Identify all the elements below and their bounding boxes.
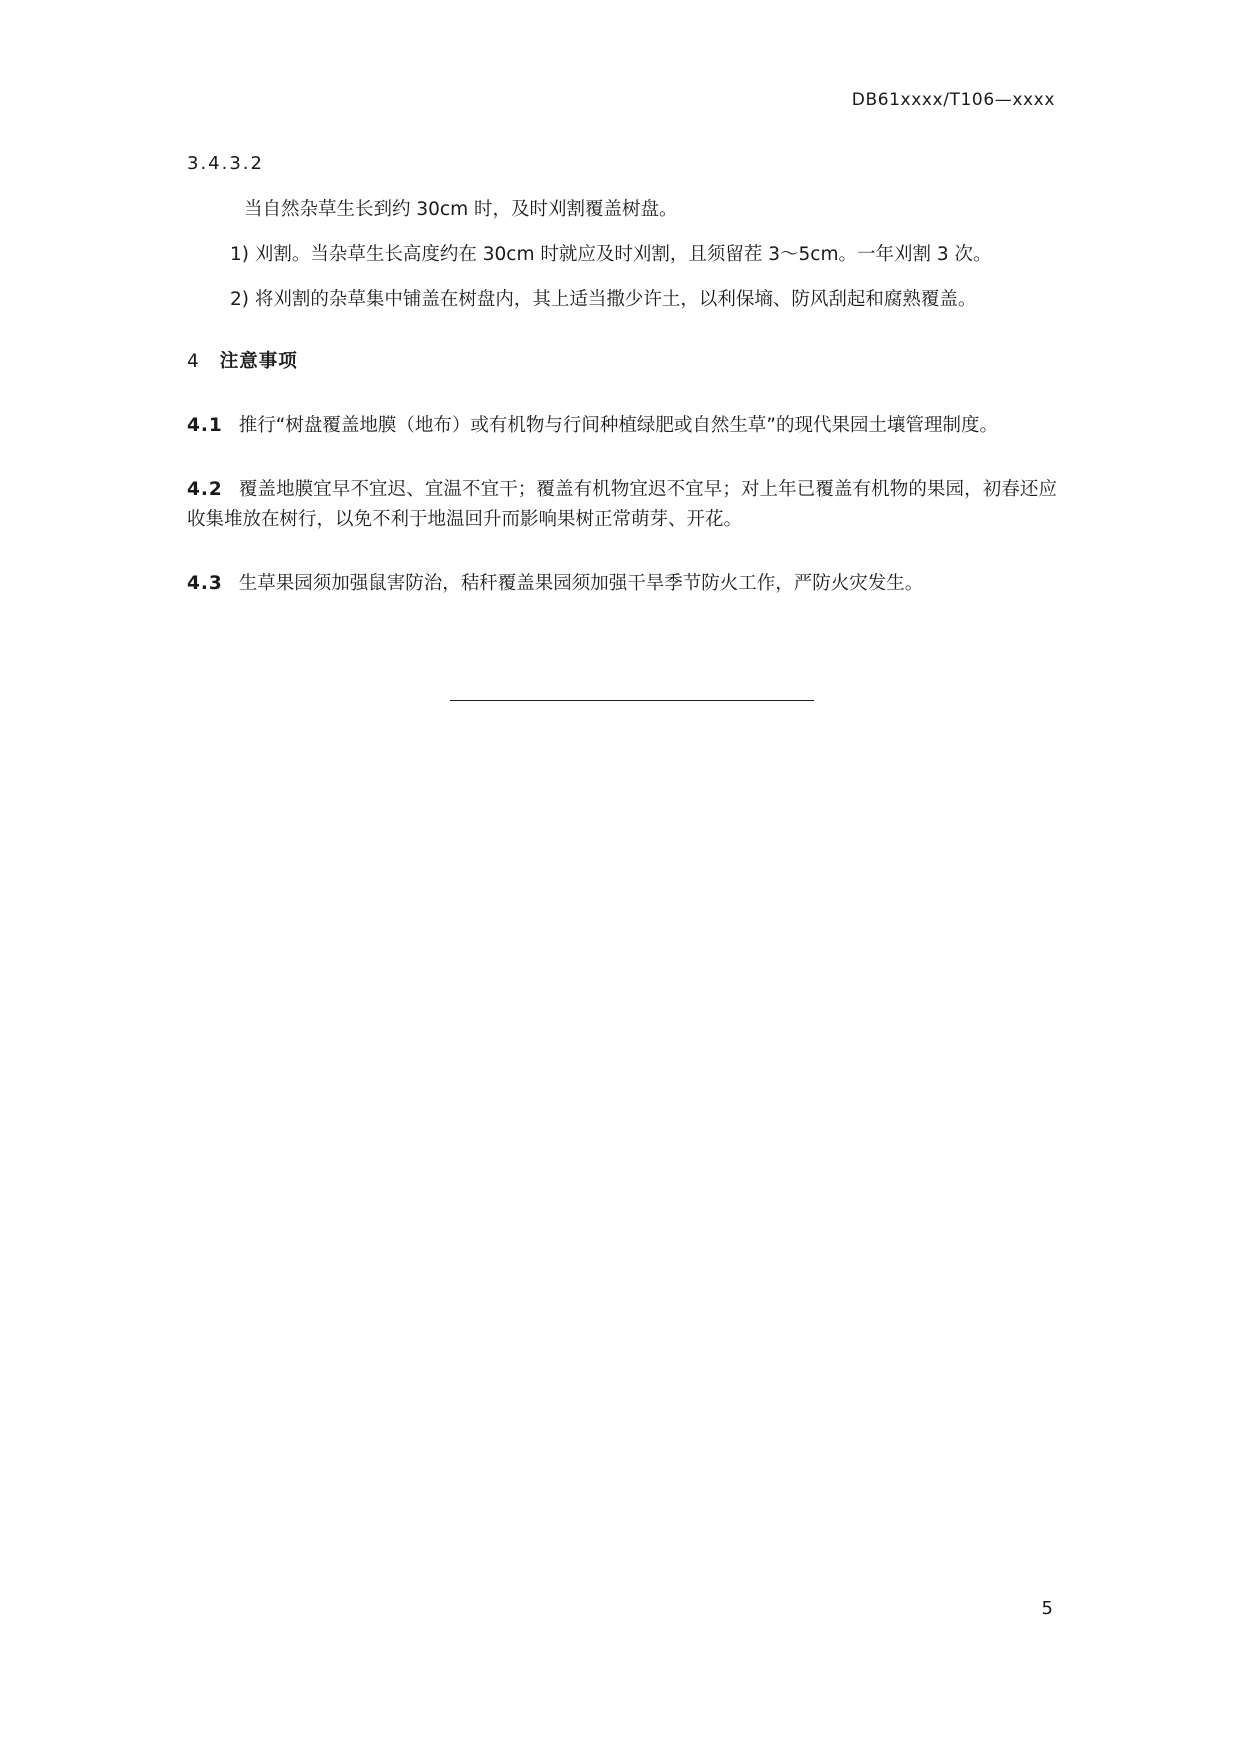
end-of-document-rule	[450, 700, 814, 701]
list-item-mowing: 1) 刈割。当杂草生长高度约在 30cm 时就应及时刈割，且须留茬 3～5cm。一年刈割 3 次。	[230, 244, 992, 265]
clause-4-3	[187, 569, 1057, 599]
clause-intro-paragraph: 当自然杂草生长到约 30cm 时，及时刈割覆盖树盘。	[244, 199, 678, 220]
clause-4-1	[187, 411, 1057, 441]
section-number: 4	[187, 351, 200, 372]
clause-text: 覆盖地膜宜早不宜迟、宜温不宜干；覆盖有机物宜迟不宜早；对上年已覆盖有机物的果园，初春还应收集堆放在树行，以免不利于地温回升而影响果树正常萌芽、开花。	[187, 479, 1057, 530]
section-heading-4	[187, 347, 1057, 377]
page-body	[187, 150, 1057, 599]
clause-number-3-4-3-2: 3.4.3.2	[187, 153, 264, 174]
clause-number: 4.1	[187, 415, 223, 436]
clause-4-2	[187, 475, 1057, 535]
list-item-mulching: 2) 将刈割的杂草集中铺盖在树盘内，其上适当撒少许土，以利保墒、防风刮起和腐熟覆盖。	[230, 289, 977, 310]
clause-text: 生草果园须加强鼠害防治，秸秆覆盖果园须加强干旱季节防火工作，严防火灾发生。	[238, 573, 924, 594]
document-code-header: DB61xxxx/T106—xxxx	[851, 90, 1055, 110]
clause-number: 4.3	[187, 573, 223, 594]
section-title: 注意事项	[219, 351, 298, 372]
page-number: 5	[1041, 1598, 1053, 1619]
clause-number: 4.2	[187, 479, 223, 500]
clause-text: 推行“树盘覆盖地膜（地布）或有机物与行间种植绿肥或自然生草”的现代果园土壤管理制度。	[238, 415, 998, 436]
